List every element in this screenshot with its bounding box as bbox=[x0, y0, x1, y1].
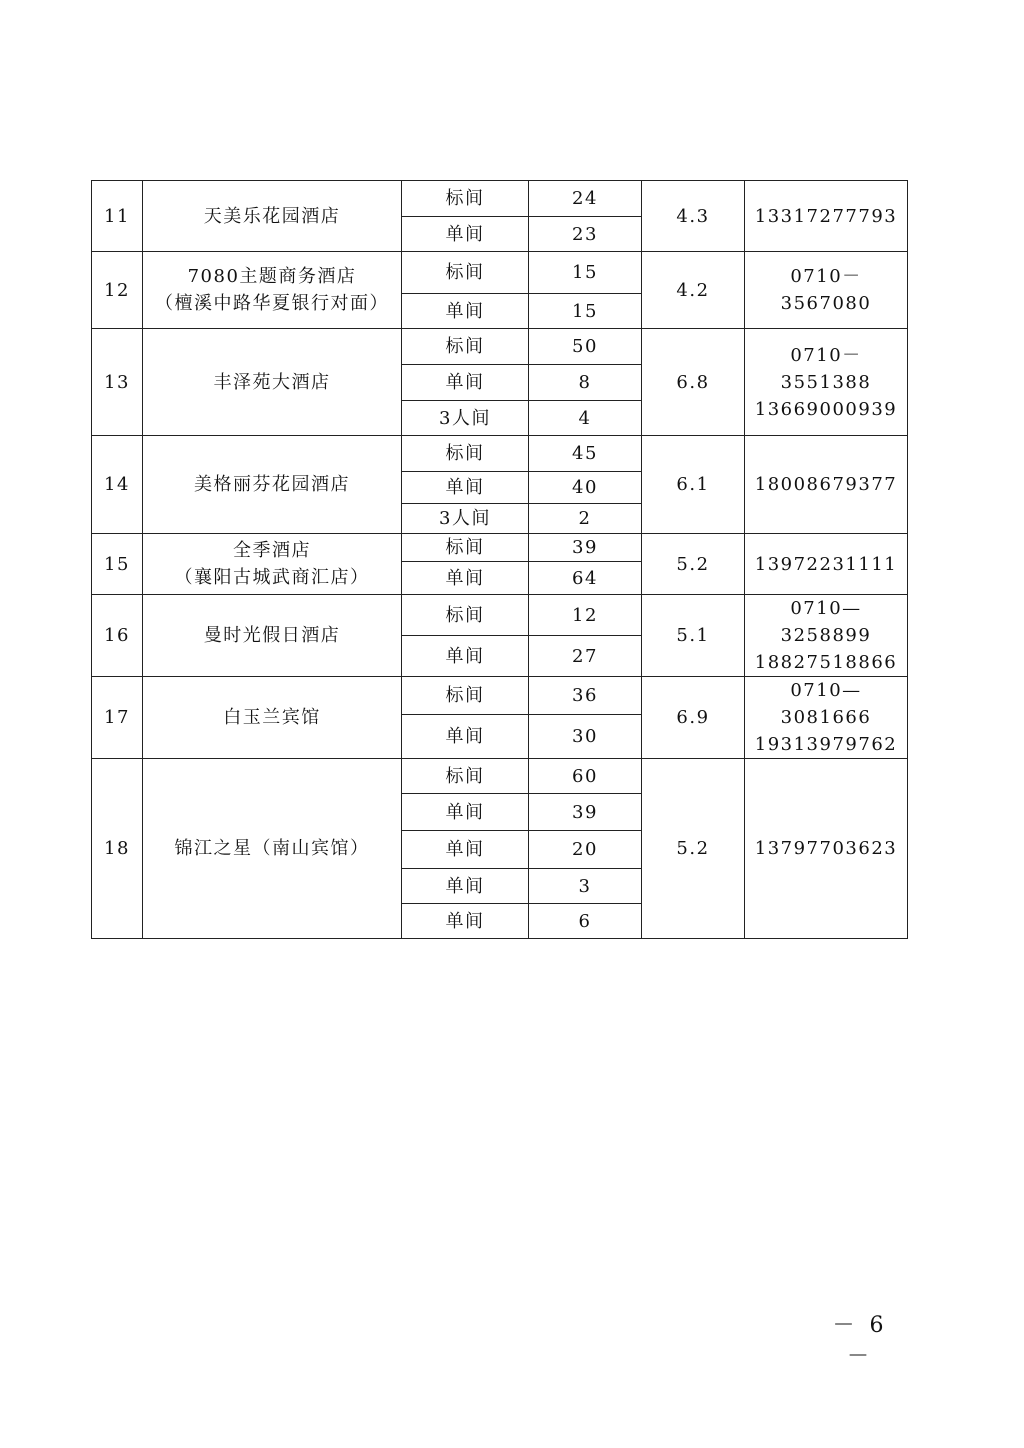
hotel-number: 12 bbox=[92, 252, 143, 329]
hotel-number: 16 bbox=[92, 595, 143, 677]
table-row bbox=[92, 759, 908, 794]
room-type: 标间 bbox=[402, 677, 529, 715]
room-type: 单间 bbox=[402, 472, 529, 504]
room-type: 标间 bbox=[402, 595, 529, 636]
hotel-name-line: （襄阳古城武商汇店） bbox=[174, 567, 370, 588]
hotel-phone-line: 13669000939 bbox=[754, 398, 898, 420]
room-count: 23 bbox=[529, 217, 642, 252]
room-type: 标间 bbox=[402, 252, 529, 294]
hotel-number: 11 bbox=[92, 181, 143, 252]
hotel-number: 13 bbox=[92, 329, 143, 436]
hotel-distance: 4.2 bbox=[642, 252, 745, 329]
hotel-name-line: 白玉兰宾馆 bbox=[223, 707, 321, 728]
room-type: 标间 bbox=[402, 329, 529, 365]
room-type: 标间 bbox=[402, 436, 529, 472]
hotel-number: 18 bbox=[92, 759, 143, 939]
room-count: 20 bbox=[529, 831, 642, 869]
hotel-phone bbox=[745, 534, 908, 595]
room-type: 单间 bbox=[402, 294, 529, 329]
room-type: 单间 bbox=[402, 217, 529, 252]
hotel-distance: 5.2 bbox=[642, 759, 745, 939]
hotel-name bbox=[143, 759, 402, 939]
hotel-name bbox=[143, 181, 402, 252]
hotel-name-line: 锦江之星（南山宾馆） bbox=[174, 838, 370, 859]
room-count: 45 bbox=[529, 436, 642, 472]
room-count: 2 bbox=[529, 504, 642, 534]
hotel-name-line: 天美乐花园酒店 bbox=[203, 205, 341, 227]
hotel-phone-line: 0710—3258899 bbox=[780, 598, 872, 646]
hotel-number: 15 bbox=[92, 534, 143, 595]
hotel-distance: 6.1 bbox=[642, 436, 745, 534]
hotel-table bbox=[91, 180, 908, 939]
hotel-phone-line: 13317277793 bbox=[754, 205, 898, 227]
table-row bbox=[92, 252, 908, 294]
room-count: 12 bbox=[529, 595, 642, 636]
room-type: 单间 bbox=[402, 365, 529, 401]
hotel-phone bbox=[745, 252, 908, 329]
room-type: 单间 bbox=[402, 636, 529, 677]
room-count: 4 bbox=[529, 401, 642, 436]
room-count: 3 bbox=[529, 869, 642, 904]
room-count: 6 bbox=[529, 904, 642, 939]
room-count: 8 bbox=[529, 365, 642, 401]
table-row bbox=[92, 534, 908, 562]
room-count: 15 bbox=[529, 252, 642, 294]
room-type: 3人间 bbox=[402, 401, 529, 436]
room-count: 64 bbox=[529, 562, 642, 595]
room-count: 40 bbox=[529, 472, 642, 504]
hotel-distance: 6.8 bbox=[642, 329, 745, 436]
hotel-name bbox=[143, 677, 402, 759]
hotel-distance: 6.9 bbox=[642, 677, 745, 759]
table-row bbox=[92, 181, 908, 217]
hotel-phone-line: 0710—3081666 bbox=[780, 680, 872, 728]
page-number: － 6 － bbox=[832, 1313, 888, 1369]
hotel-name bbox=[143, 436, 402, 534]
room-count: 36 bbox=[529, 677, 642, 715]
hotel-phone-line: 18008679377 bbox=[754, 474, 898, 495]
hotel-phone-line: 18827518866 bbox=[754, 652, 898, 673]
hotel-name-line: 全季酒店 bbox=[233, 540, 311, 561]
table-row bbox=[92, 677, 908, 715]
room-type: 标间 bbox=[402, 181, 529, 217]
hotel-distance: 4.3 bbox=[642, 181, 745, 252]
hotel-name bbox=[143, 252, 402, 329]
room-type: 单间 bbox=[402, 831, 529, 869]
room-type: 单间 bbox=[402, 715, 529, 759]
room-type: 单间 bbox=[402, 794, 529, 831]
room-count: 50 bbox=[529, 329, 642, 365]
hotel-number: 14 bbox=[92, 436, 143, 534]
hotel-name bbox=[143, 595, 402, 677]
room-count: 27 bbox=[529, 636, 642, 677]
room-type: 3人间 bbox=[402, 504, 529, 534]
hotel-phone-line: 0710－3567080 bbox=[780, 266, 872, 314]
hotel-distance: 5.2 bbox=[642, 534, 745, 595]
table-row bbox=[92, 329, 908, 365]
room-type: 标间 bbox=[402, 759, 529, 794]
room-type: 单间 bbox=[402, 562, 529, 595]
hotel-phone-line: 13972231111 bbox=[754, 553, 898, 575]
hotel-phone bbox=[745, 759, 908, 939]
hotel-name bbox=[143, 534, 402, 595]
hotel-phone-line: 13797703623 bbox=[754, 838, 898, 859]
room-count: 60 bbox=[529, 759, 642, 794]
hotel-phone bbox=[745, 595, 908, 677]
room-count: 24 bbox=[529, 181, 642, 217]
room-count: 39 bbox=[529, 794, 642, 831]
room-type: 单间 bbox=[402, 869, 529, 904]
hotel-phone bbox=[745, 181, 908, 252]
room-count: 15 bbox=[529, 294, 642, 329]
hotel-phone-line: 0710－3551388 bbox=[780, 344, 872, 393]
hotel-name-line: 美格丽芬花园酒店 bbox=[194, 474, 350, 495]
room-count: 39 bbox=[529, 534, 642, 562]
hotel-name-line: 曼时光假日酒店 bbox=[203, 625, 341, 646]
room-type: 标间 bbox=[402, 534, 529, 562]
table-row bbox=[92, 595, 908, 636]
hotel-name-line: （檀溪中路华夏银行对面） bbox=[155, 293, 389, 314]
hotel-phone-line: 19313979762 bbox=[754, 734, 898, 755]
hotel-number: 17 bbox=[92, 677, 143, 759]
room-count: 30 bbox=[529, 715, 642, 759]
hotel-distance: 5.1 bbox=[642, 595, 745, 677]
hotel-name-line: 7080主题商务酒店 bbox=[187, 266, 357, 287]
hotel-phone bbox=[745, 436, 908, 534]
hotel-phone bbox=[745, 677, 908, 759]
hotel-name bbox=[143, 329, 402, 436]
hotel-name-line: 丰泽苑大酒店 bbox=[213, 371, 331, 393]
table-row bbox=[92, 436, 908, 472]
hotel-phone bbox=[745, 329, 908, 436]
room-type: 单间 bbox=[402, 904, 529, 939]
